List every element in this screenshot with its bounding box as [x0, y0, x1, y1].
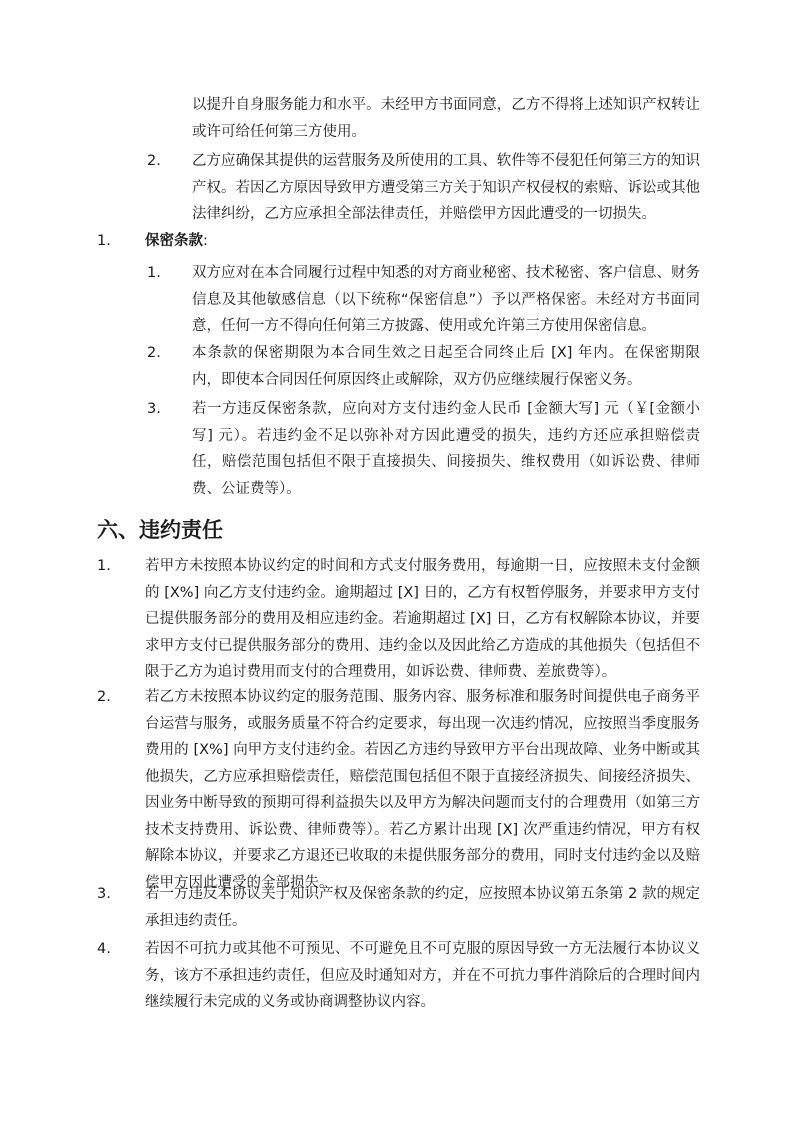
confidentiality-item-3-text: 若一方违反保密条款，应向对方支付违约金人民币 [金额大写] 元（￥[金额小写] 元）。若违约金不足以弥补对方因此遭受的损失，违约方还应承担赔偿责任，赔偿范围包括但不限于直接损失、间接损失、维权费用（如诉讼费、律师费、公证费等）。 — [192, 401, 700, 497]
ip-item-2-text: 乙方应确保其提供的运营服务及所使用的工具、软件等不侵犯任何第三方的知识产权。若因乙方原因导致甲方遭受第三方关于知识产权侵权的索赔、诉讼或其他法律纠纷，乙方应承担全部法律责任，并赔偿甲方因此遭受的一切损失。 — [192, 153, 700, 222]
confidentiality-number: 1. — [97, 233, 111, 249]
section-6-item-3-text: 若一方违反本协议关于知识产权及保密条款的约定，应按照本协议第五条第 2 款的规定承担违约责任。 — [145, 886, 700, 929]
confidentiality-item-1-number: 1. — [147, 265, 161, 281]
confidentiality-item-3-number: 3. — [147, 401, 161, 417]
confidentiality-title: 保密条款 — [145, 233, 203, 249]
section-6-item-1-number: 1. — [97, 558, 111, 574]
section-6-item-4-number: 4. — [97, 941, 111, 957]
section-6-item-2-text: 若乙方未按照本协议约定的服务范围、服务内容、服务标准和服务时间提供电子商务平台运营与服务，或服务质量不符合约定要求，每出现一次违约情况，应按照当季度服务费用的 [X%] 向甲方支付违约金。若因乙方违约导致甲方平台出现故障、业务中断或其他损失，乙方应承担赔偿责任，赔偿范围包括但不限于直接经济损失、间接经济损失、因业务中断导致的预期可得利益损失以及甲方为解决问题而支付的合理费用（如第三方技术支持费用、诉讼费、律师费等）。若乙方累计出现 [X] 次严重违约情况，甲方有权解除本协议，并要求乙方退还已收取的未提供服务部分的费用，同时支付违约金以及赔偿甲方因此遭受的全部损失。 — [145, 689, 700, 891]
section-6-item-2-number: 2. — [97, 689, 111, 705]
ip-clause-continuation: 以提升自身服务能力和水平。未经甲方书面同意，乙方不得将上述知识产权转让或许可给任何第三方使用。 — [192, 97, 700, 140]
confidentiality-colon: : — [203, 233, 208, 249]
confidentiality-heading — [145, 228, 208, 255]
confidentiality-item-2-number: 2. — [147, 345, 161, 361]
confidentiality-item-2-text: 本条款的保密期限为本合同生效之日起至合同终止后 [X] 年内。在保密期限内，即使本合同因任何原因终止或解除，双方仍应继续履行保密义务。 — [192, 345, 700, 388]
ip-item-2-number: 2. — [147, 153, 161, 169]
section-6-item-3-number: 3. — [97, 886, 111, 902]
confidentiality-item-1-text: 双方应对在本合同履行过程中知悉的对方商业秘密、技术秘密、客户信息、财务信息及其他敏感信息（以下统称“保密信息”）予以严格保密。未经对方书面同意，任何一方不得向任何第三方披露、使用或允许第三方使用保密信息。 — [192, 265, 700, 334]
section-6-item-1-text: 若甲方未按照本协议约定的时间和方式支付服务费用，每逾期一日，应按照未支付金额的 [X%] 向乙方支付违约金。逾期超过 [X] 日的，乙方有权暂停服务，并要求甲方支付已提供服务部分的费用及相应违约金。若逾期超过 [X] 日，乙方有权解除本协议，并要求甲方支付已提供服务部分的费用、违约金以及因此给乙方造成的其他损失（包括但不限于乙方为追讨费用而支付的合理费用，如诉讼费、律师费、差旅费等）。 — [145, 558, 700, 680]
section-6-title: 六、违约责任 — [97, 518, 223, 542]
section-6-item-4-text: 若因不可抗力或其他不可预见、不可避免且不可克服的原因导致一方无法履行本协议义务，该方不承担违约责任，但应及时通知对方，并在不可抗力事件消除后的合理时间内继续履行未完成的义务或协商调整协议内容。 — [145, 941, 700, 1010]
